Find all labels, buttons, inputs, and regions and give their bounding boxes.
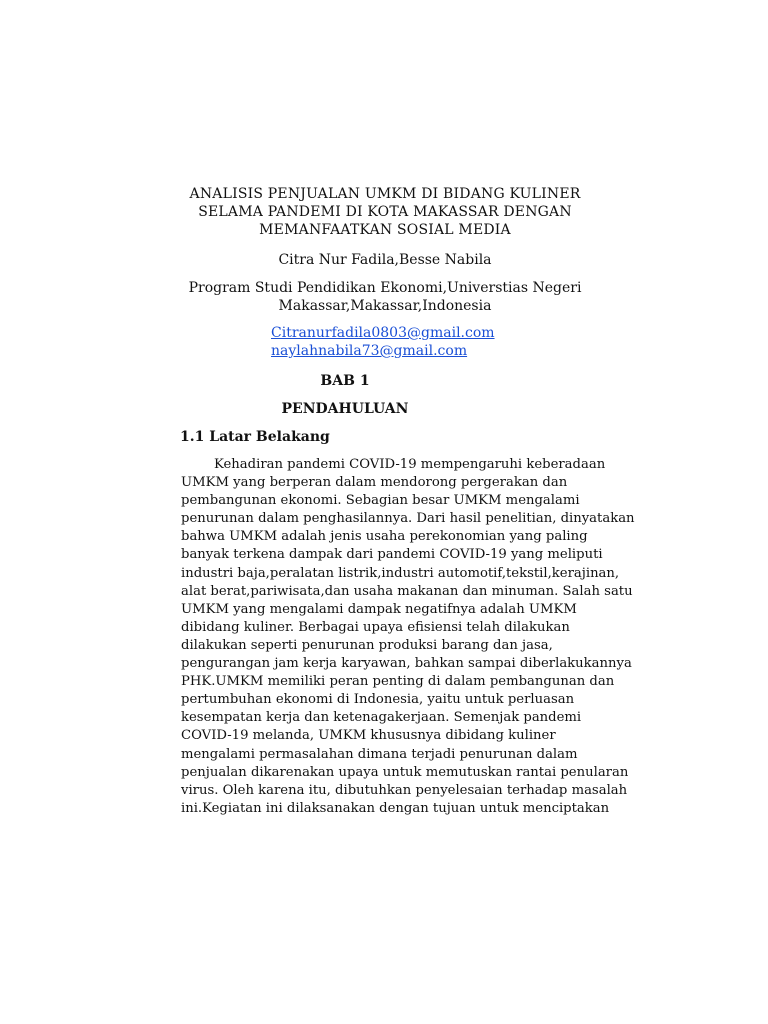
author-emails bbox=[271, 324, 495, 360]
title-line: MEMANFAATKAN SOSIAL MEDIA bbox=[259, 222, 511, 238]
paragraph-line: UMKM yang mengalami dampak negatifnya adalah UMKM bbox=[181, 601, 577, 617]
body-paragraph bbox=[181, 456, 635, 818]
chapter-number: BAB 1 bbox=[320, 373, 370, 389]
paragraph-line: pembangunan ekonomi. Sebagian besar UMKM mengalami bbox=[181, 493, 580, 509]
paragraph-line: dilakukan seperti penurunan produksi barang dan jasa, bbox=[181, 637, 553, 653]
paragraph-line: UMKM yang berperan dalam mendorong pergerakan dan bbox=[181, 475, 568, 491]
paragraph-line: PHK.UMKM memiliki peran penting di dalam pembangunan dan bbox=[181, 674, 615, 690]
title-line: ANALISIS PENJUALAN UMKM DI BIDANG KULINER bbox=[189, 186, 581, 202]
paragraph-line: dibidang kuliner. Berbagai upaya efisiensi telah dilakukan bbox=[181, 619, 570, 635]
paragraph-line: bahwa UMKM adalah jenis usaha perekonomian yang paling bbox=[181, 529, 588, 545]
paragraph-line: kesempatan kerja dan ketenagakerjaan. Semenjak pandemi bbox=[181, 710, 582, 726]
chapter-title: PENDAHULUAN bbox=[281, 401, 409, 417]
paragraph-line: pengurangan jam kerja karyawan, bahkan sampai diberlakukannya bbox=[181, 656, 632, 672]
affiliation-line: Makassar,Makassar,Indonesia bbox=[278, 298, 492, 314]
author-names: Citra Nur Fadila,Besse Nabila bbox=[278, 252, 492, 268]
paragraph-line: mengalami permasalahan dimana terjadi penurunan dalam bbox=[181, 746, 578, 762]
affiliation-line: Program Studi Pendidikan Ekonomi,Universtias Negeri bbox=[188, 280, 582, 296]
paragraph-line: penurunan dalam penghasilannya. Dari hasil penelitian, dinyatakan bbox=[181, 511, 635, 527]
paper-title bbox=[180, 185, 590, 239]
email-link-2[interactable]: naylahnabila73@gmail.com bbox=[271, 343, 468, 359]
paragraph-line: industri baja,peralatan listrik,industri automotif,tekstil,kerajinan, bbox=[181, 565, 620, 581]
title-line: SELAMA PANDEMI DI KOTA MAKASSAR DENGAN bbox=[198, 204, 572, 220]
paragraph-line: ini.Kegiatan ini dilaksanakan dengan tujuan untuk menciptakan bbox=[181, 800, 610, 816]
affiliation bbox=[180, 279, 590, 315]
paragraph-line: virus. Oleh karena itu, dibutuhkan penyelesaian terhadap masalah bbox=[181, 782, 628, 798]
paragraph-line: pertumbuhan ekonomi di Indonesia, yaitu untuk perluasan bbox=[181, 692, 575, 708]
email-link-1[interactable]: Citranurfadila0803@gmail.com bbox=[271, 325, 495, 341]
paragraph-line: alat berat,pariwisata,dan usaha makanan dan minuman. Salah satu bbox=[181, 583, 633, 599]
paragraph-line: Kehadiran pandemi COVID-19 mempengaruhi keberadaan bbox=[214, 457, 606, 472]
section-heading: 1.1 Latar Belakang bbox=[180, 429, 330, 445]
paragraph-line: penjualan dikarenakan upaya untuk memutuskan rantai penularan bbox=[181, 764, 629, 780]
paragraph-line: banyak terkena dampak dari pandemi COVID-19 yang meliputi bbox=[181, 547, 603, 563]
paragraph-line: COVID-19 melanda, UMKM khususnya dibidang kuliner bbox=[181, 728, 556, 744]
